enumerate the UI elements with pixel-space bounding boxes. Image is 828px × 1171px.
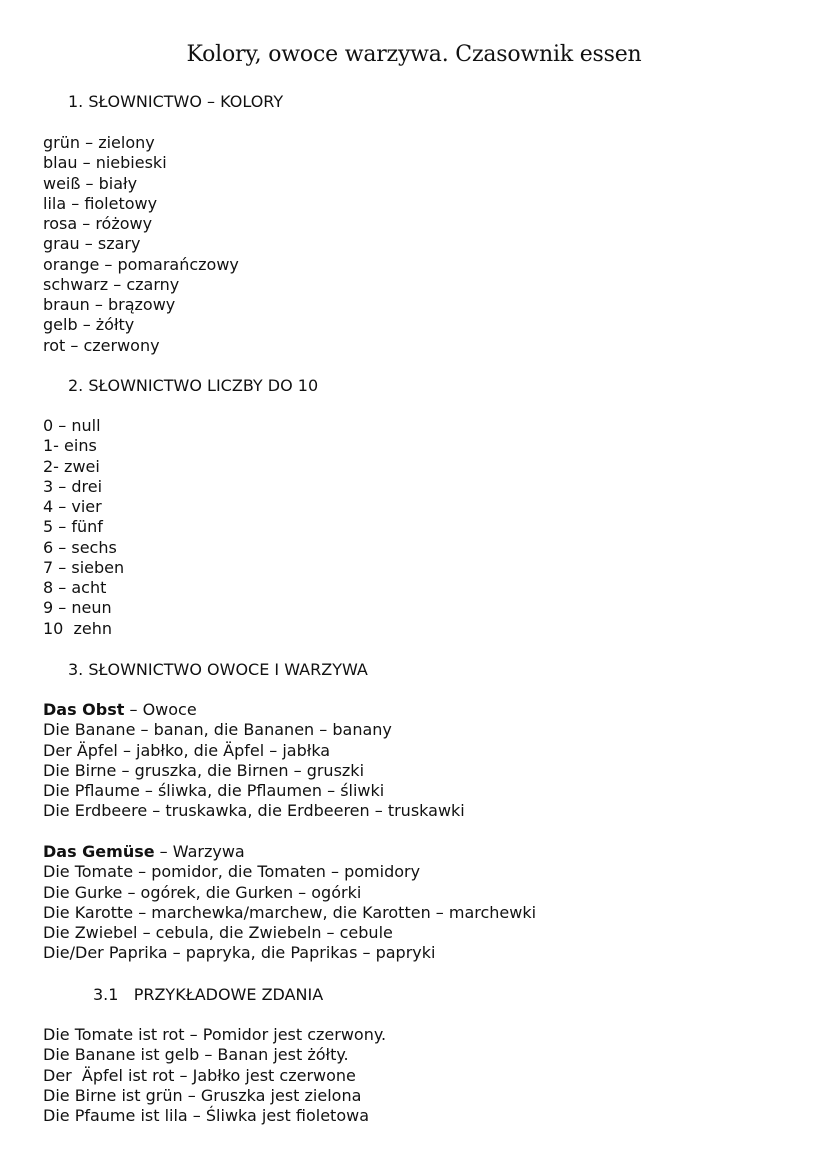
list-item: Der Äpfel – jabłko, die Äpfel – jabłka — [43, 740, 331, 760]
list-item: Die Karotte – marchewka/marchew, die Karotten – marchewki — [43, 902, 537, 922]
list-item: grau – szary — [43, 234, 141, 254]
fruit-list — [43, 700, 465, 822]
list-item: 7 – sieben — [43, 557, 125, 577]
vegetables-label-bold: Das Gemüse — [43, 842, 155, 861]
fruit-label-rest: – Owoce — [124, 700, 197, 719]
list-item: Die Pflaume – śliwka, die Pflaumen – śliwki — [43, 781, 385, 800]
vegetables-list — [43, 842, 536, 964]
list-item: gelb – żółty — [43, 315, 135, 335]
list-item: Der Äpfel ist rot – Jabłko jest czerwone — [43, 1065, 356, 1085]
list-item: 1- eins — [43, 436, 97, 456]
numbers-list — [43, 416, 124, 639]
list-item: Die Tomate ist rot – Pomidor jest czerwony. — [43, 1025, 387, 1044]
list-item: 0 – null — [43, 416, 101, 435]
list-item: Die Banane – banan, die Bananen – banany — [43, 720, 392, 740]
list-item: Die Banane ist gelb – Banan jest żółty. — [43, 1045, 349, 1065]
list-item: Die Gurke – ogórek, die Gurken – ogórki — [43, 882, 362, 902]
page-title: Kolory, owoce warzywa. Czasownik essen — [186, 42, 642, 67]
list-item: 10 zehn — [43, 618, 113, 638]
list-item: rosa – różowy — [43, 214, 153, 233]
list-item: lila – fioletowy — [43, 193, 158, 213]
list-item: schwarz – czarny — [43, 274, 180, 294]
list-item: 5 – fünf — [43, 517, 103, 537]
examples-list — [43, 1025, 386, 1126]
list-item: 6 – sechs — [43, 537, 117, 557]
list-item: 3 – drei — [43, 476, 103, 496]
list-item: 8 – acht — [43, 578, 107, 597]
list-item: Die Birne ist grün – Gruszka jest zielona — [43, 1085, 362, 1105]
section-heading-numbers: 2. SŁOWNICTWO LICZBY DO 10 — [68, 376, 319, 395]
vegetables-label — [43, 842, 536, 862]
section-heading-colors: 1. SŁOWNICTWO – KOLORY — [68, 92, 284, 111]
list-item: braun – brązowy — [43, 295, 176, 314]
list-item: rot – czerwony — [43, 335, 160, 355]
colors-list — [43, 133, 239, 356]
list-item: Die/Der Paprika – papryka, die Paprikas – papryki — [43, 943, 436, 963]
section-heading-fruits-vegetables: 3. SŁOWNICTWO OWOCE I WARZYWA — [68, 660, 368, 679]
fruit-label — [43, 700, 465, 720]
list-item: Die Birne – gruszka, die Birnen – gruszki — [43, 760, 365, 780]
list-item: blau – niebieski — [43, 153, 167, 173]
list-item: grün – zielony — [43, 133, 155, 152]
list-item: 9 – neun — [43, 598, 112, 618]
list-item: Die Tomate – pomidor, die Tomaten – pomidory — [43, 862, 421, 882]
list-item: weiß – biały — [43, 173, 138, 193]
section-heading-examples: 3.1 PRZYKŁADOWE ZDANIA — [93, 985, 324, 1004]
list-item: 2- zwei — [43, 456, 100, 476]
list-item: Die Zwiebel – cebula, die Zwiebeln – cebule — [43, 923, 393, 942]
list-item: Die Erdbeere – truskawka, die Erdbeeren – truskawki — [43, 801, 465, 821]
fruit-label-bold: Das Obst — [43, 700, 125, 719]
list-item: 4 – vier — [43, 497, 102, 516]
list-item: Die Pfaume ist lila – Śliwka jest fioletowa — [43, 1106, 369, 1125]
vegetables-label-rest: – Warzywa — [154, 842, 245, 861]
list-item: orange – pomarańczowy — [43, 254, 239, 274]
